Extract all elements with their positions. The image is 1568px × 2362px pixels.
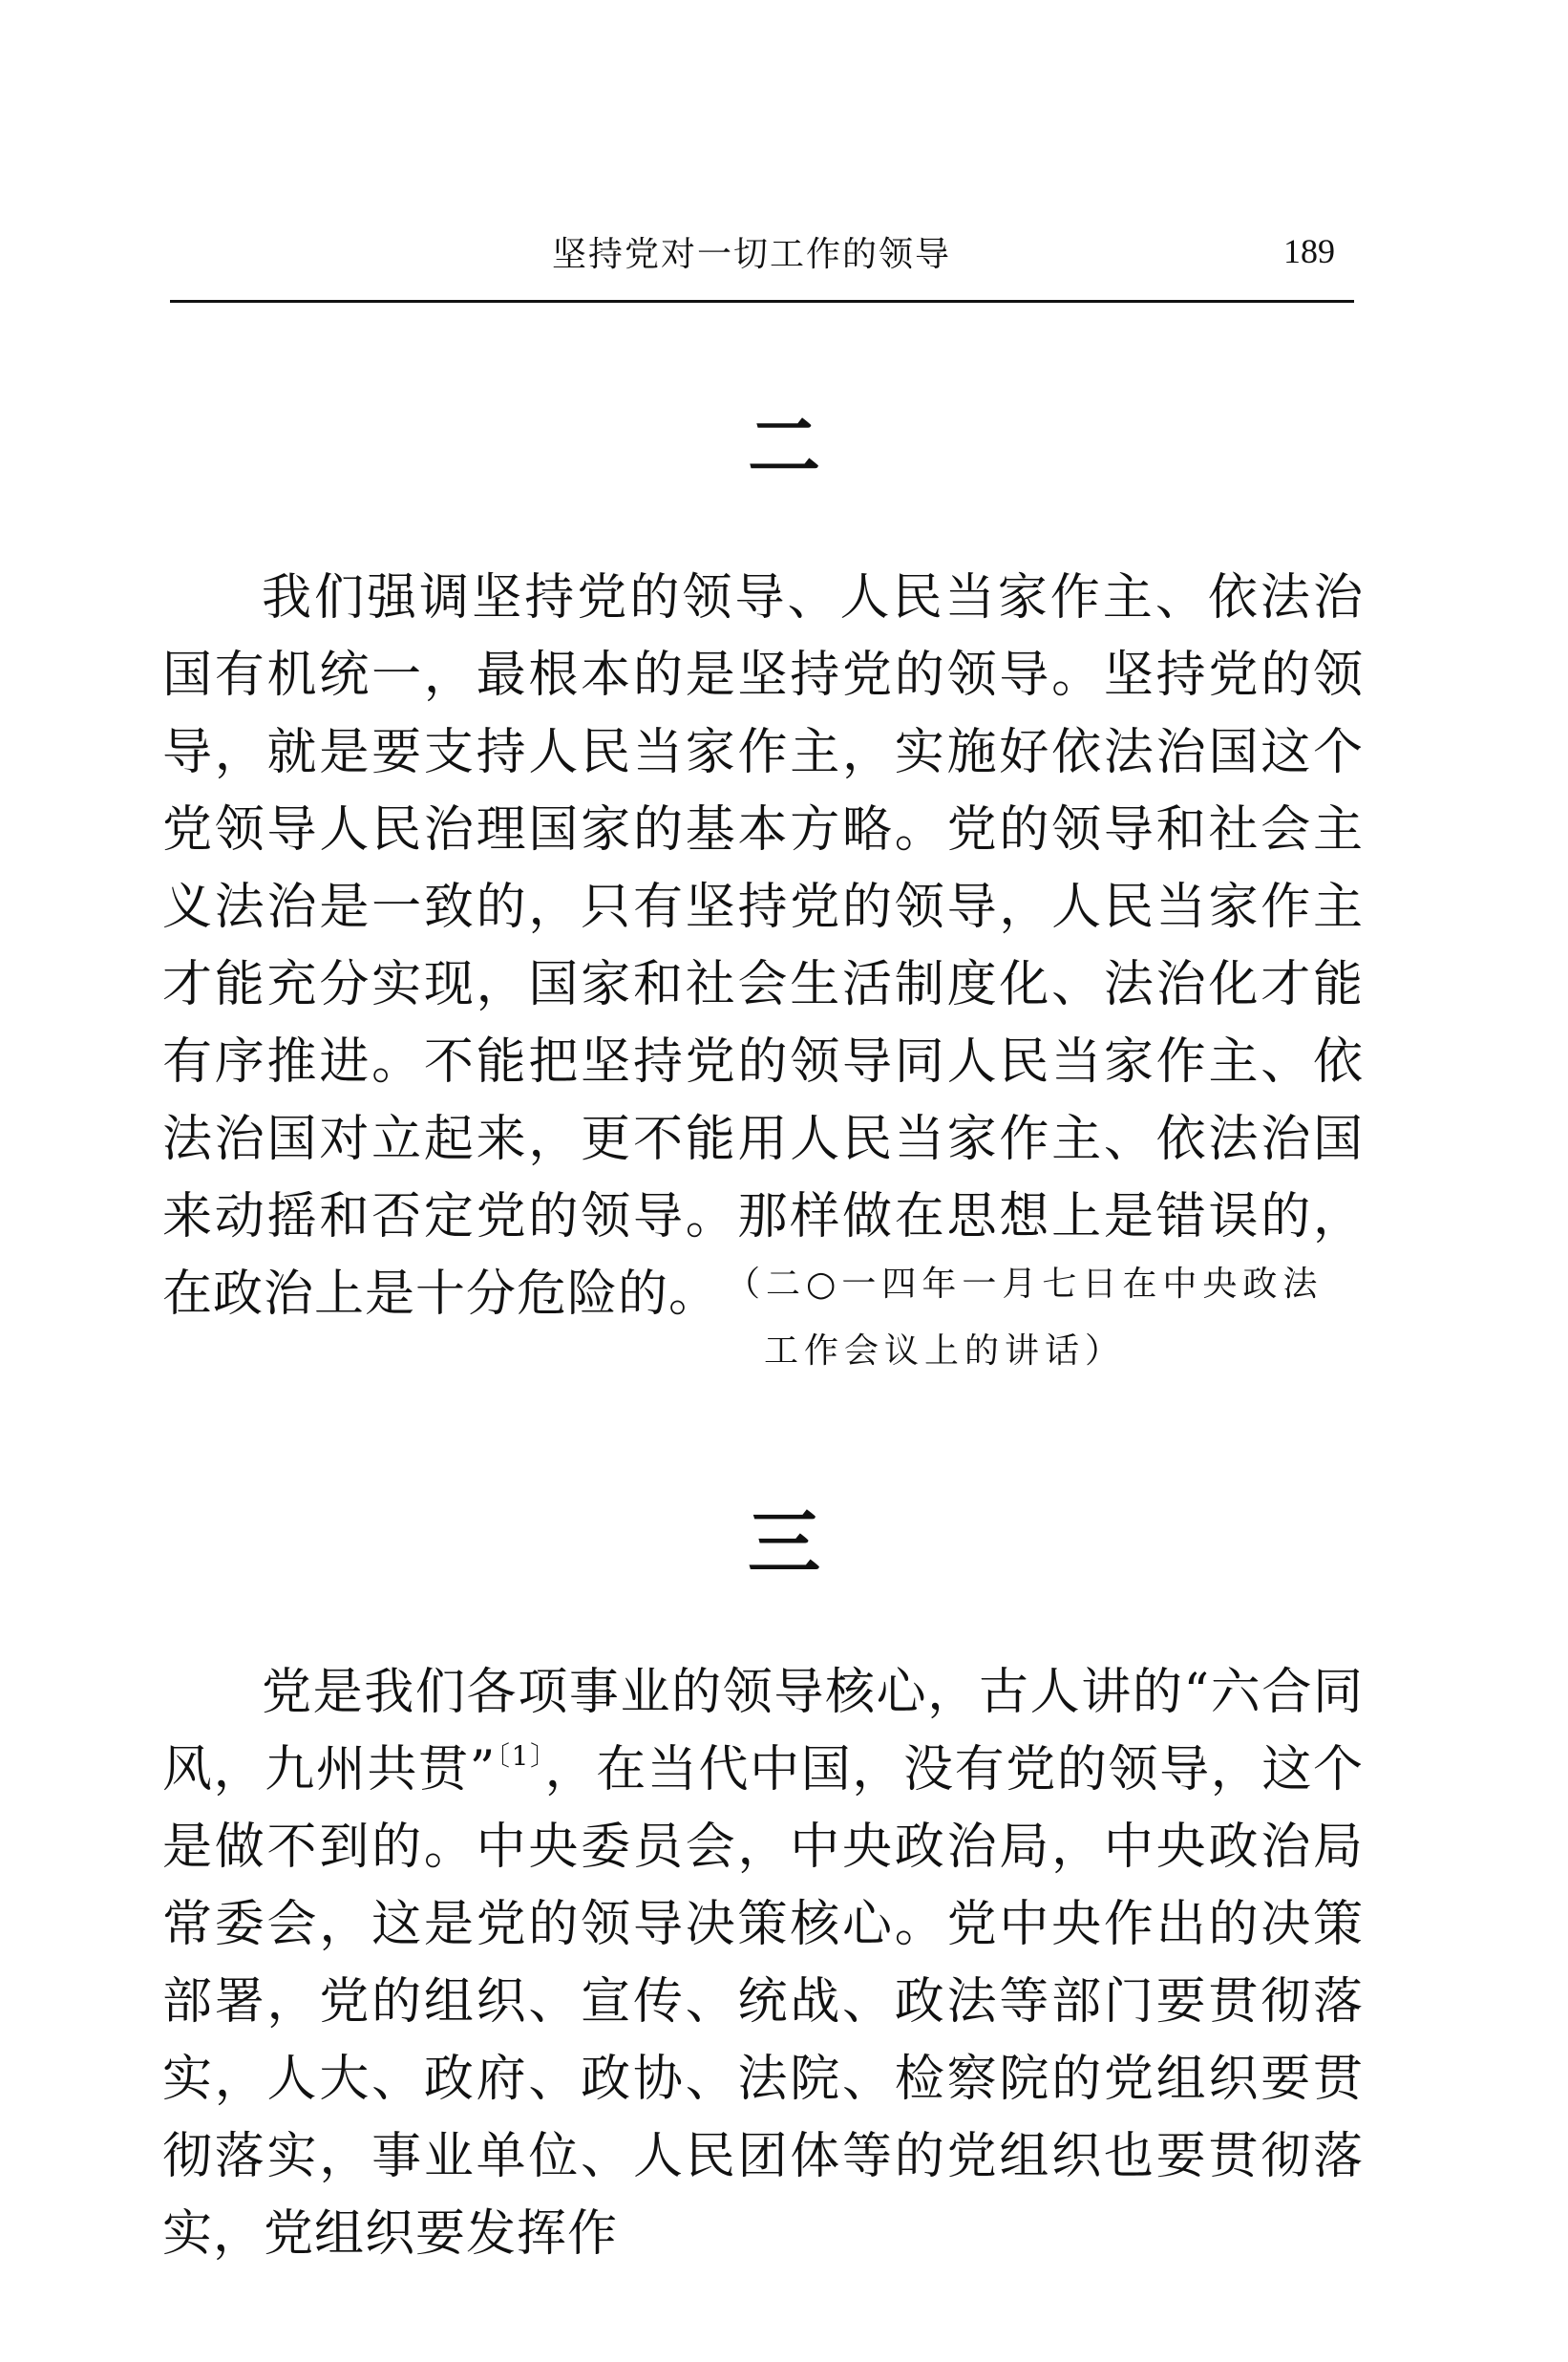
paragraph-text-before-note: 党是我们各项事业的领导核心，古人讲的“六合同风，九州共贯” (162, 1664, 1364, 1798)
footnote-reference[interactable]: 〔1〕 (496, 1740, 545, 1772)
source-citation-line-2: 工作会议上的讲话） (764, 1331, 1126, 1371)
running-header (170, 227, 1354, 294)
running-title: 坚持党对一切工作的领导 (552, 235, 952, 274)
source-citation (726, 1251, 1356, 1385)
header-rule (170, 300, 1354, 303)
paragraph-text-after-note: ，在当代中国，没有党的领导，这个是做不到的。中央委员会，中央政治局，中央政治局常委会，这是党的领导决策核心。党中央作出的决策部署，党的组织、宣传、统战、政法等部门要贯彻落实，人大、政府、政协、法院、检察院的党组织要贯彻落实，事业单位、人民团体等的党组织也要贯彻落实，党组织要发挥作 (162, 1741, 1364, 2263)
source-citation-line-1: （二○一四年一月七日在中央政法 (726, 1265, 1324, 1304)
section-three-paragraph (162, 1654, 1364, 2273)
section-numeral-three: 三 (748, 1500, 820, 1585)
page-number: 189 (1283, 232, 1335, 270)
section-numeral-two: 二 (748, 404, 820, 489)
section-two-paragraph: 我们强调坚持党的领导、人民当家作主、依法治国有机统一，最根本的是坚持党的领导。坚持党的领导，就是要支持人民当家作主，实施好依法治国这个党领导人民治理国家的基本方略。党的领导和社会主义法治是一致的，只有坚持党的领导，人民当家作主才能充分实现，国家和社会生活制度化、法治化才能有序推进。不能把坚持党的领导同人民当家作主、依法治国对立起来，更不能用人民当家作主、依法治国来动摇和否定党的领导。那样做在思想上是错误的，在政治上是十分危险的。 (162, 569, 1364, 1323)
